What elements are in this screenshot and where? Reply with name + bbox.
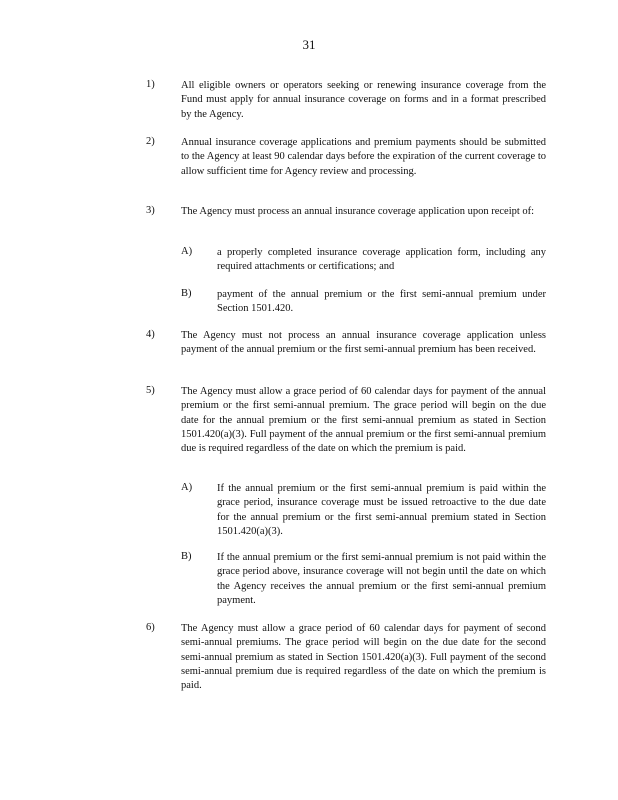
sub-item-letter: A): [181, 246, 193, 257]
item-number: 6): [146, 622, 155, 633]
item-number: 3): [146, 205, 155, 216]
sub-item-text: If the annual premium or the first semi-annual premium is paid within the grace period, insurance coverage must be issued retroactive to the due date for the annual premium or the first semi-annual premium stated in Section 1501.420(a)(3).: [217, 483, 546, 537]
item-text: All eligible owners or operators seeking or renewing insurance coverage from the Fund must apply for annual insurance coverage on forms and in a format prescribed by the Agency.: [181, 80, 546, 120]
sub-item-letter: A): [181, 482, 193, 493]
list-item-1: [146, 79, 546, 122]
sub-item-letter: B): [181, 551, 192, 562]
list-item-5: [146, 385, 546, 456]
item-number: 4): [146, 329, 155, 340]
item-text: The Agency must not process an annual insurance coverage application unless payment of the annual premium or the first semi-annual premium has been received.: [181, 330, 546, 356]
page-number: 31: [302, 37, 316, 52]
list-item-6: [146, 622, 546, 693]
sub-item-3a: [181, 246, 546, 275]
item-text: The Agency must allow a grace period of 60 calendar days for payment of the annual premium or the first semi-annual premium. The grace period will begin on the due date for the annual premium or the first semi-annual premium as stated in Section 1501.420(a)(3). Full payment of the annual premium or the first semi-annual premium due is required regardless of the date on which the premium is paid.: [181, 386, 546, 455]
item-text: The Agency must allow a grace period of 60 calendar days for payment of second semi-annual premiums. The grace period will begin on the due date for the second semi-annual premium as stated in Section 1501.420(a)(3). Full payment of the second semi-annual premium due is required regardless of the date on which the premium is paid.: [181, 623, 546, 692]
sub-item-text: a properly completed insurance coverage application form, including any required attachments or certifications; and: [217, 247, 546, 273]
sub-item-text: payment of the annual premium or the first semi-annual premium under Section 1501.420.: [217, 289, 546, 315]
sub-item-5a: [181, 482, 546, 539]
list-item-3: [146, 205, 546, 219]
item-text: Annual insurance coverage applications and premium payments should be submitted to the Agency at least 90 calendar days before the expiration of the current coverage to allow sufficient time for Agency review and processing.: [181, 137, 546, 177]
item-number: 2): [146, 136, 155, 147]
item-number: 1): [146, 79, 155, 90]
sub-item-text: If the annual premium or the first semi-annual premium is not paid within the grace period above, insurance coverage will not begin until the date on which the Agency receives the annual premium or the first semi-annual premium payment.: [217, 552, 546, 606]
item-number: 5): [146, 385, 155, 396]
sub-item-3b: [181, 288, 546, 317]
sub-item-letter: B): [181, 288, 192, 299]
list-item-4: [146, 329, 546, 358]
sub-item-5b: [181, 551, 546, 608]
item-text: The Agency must process an annual insurance coverage application upon receipt of:: [181, 206, 535, 217]
list-item-2: [146, 136, 546, 179]
